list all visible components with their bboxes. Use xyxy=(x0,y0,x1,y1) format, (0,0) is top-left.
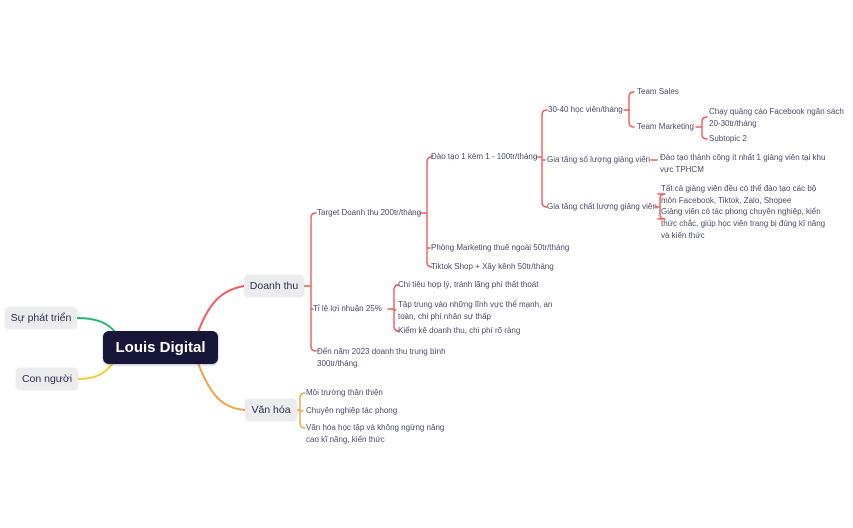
node-doanh-thu[interactable] xyxy=(244,275,304,297)
node-chi-tieu-hop-ly[interactable]: Chi tiêu hợp lý, tránh lãng phí thất thoát xyxy=(398,280,539,289)
node-den-nam-2023[interactable]: Đến năm 2023 doanh thu trung bình 300tr/tháng xyxy=(317,347,446,368)
node-dao-tao-1-kem-1[interactable]: Đào tạo 1 kèm 1 - 100tr/tháng xyxy=(431,152,538,161)
root-label: Louis Digital xyxy=(115,339,206,356)
node-label: Doanh thu xyxy=(249,280,299,292)
node-root[interactable] xyxy=(103,331,218,364)
node-dao-tao-thanh-cong[interactable]: Đào tạo thành công ít nhất 1 giảng viên tại khu vực TPHCM xyxy=(660,153,826,174)
node-van-hoa-hoc-tap[interactable]: Văn hóa học tập và không ngừng nâng cao kĩ năng, kiến thức xyxy=(306,423,445,444)
branch-van-hoa-wires xyxy=(297,393,305,428)
node-label: Sự phát triển xyxy=(10,312,72,324)
node-team-sales[interactable]: Team Sales xyxy=(637,87,679,96)
branch-van-hoa-curve xyxy=(196,358,245,410)
node-gia-tang-chat-luong[interactable]: Gia tăng chất lượng giảng viên xyxy=(547,202,657,211)
node-target-doanh-thu[interactable]: Target Doanh thu 200tr/tháng xyxy=(317,208,422,217)
node-su-phat-trien[interactable] xyxy=(5,307,77,329)
node-phong-marketing[interactable]: Phòng Marketing thuê ngoài 50tr/tháng xyxy=(431,243,570,252)
node-30-40-hoc-vien[interactable]: 30-40 học viên/tháng xyxy=(548,105,623,114)
node-giang-vien-tac-phong[interactable]: Giảng viên có tác phong chuyên nghiệp, kiến thức chắc, giúp học viên trang bị đúng kĩ năng và kiến thức xyxy=(661,207,826,240)
node-con-nguoi[interactable] xyxy=(16,368,78,390)
node-label: Con người xyxy=(21,373,73,385)
node-team-marketing[interactable]: Team Marketing xyxy=(637,122,694,131)
node-tiktok-shop[interactable]: Tiktok Shop + Xây kênh 50tr/tháng xyxy=(431,262,554,271)
node-chay-quang-cao[interactable]: Chạy quảng cáo Facebook ngân sách 20-30tr/tháng xyxy=(709,107,844,128)
node-ti-le-loi-nhuan[interactable]: Tỉ lệ lợi nhuận 25% xyxy=(313,304,382,313)
node-tat-ca-giang-vien[interactable]: Tất cả giảng viên đều có thể đào tạo các bộ môn Facebook, Tiktok, Zalo, Shopee xyxy=(661,184,817,205)
node-chuyen-nghiep[interactable]: Chuyên nghiệp tác phong xyxy=(306,406,398,415)
branch-con-nguoi xyxy=(78,362,114,379)
node-van-hoa[interactable] xyxy=(245,399,297,421)
node-gia-tang-so-luong[interactable]: Gia tăng số lượng giảng viên xyxy=(547,155,651,164)
node-subtopic-2[interactable]: Subtopic 2 xyxy=(709,134,747,143)
node-label: Văn hóa xyxy=(251,404,291,416)
node-tap-trung[interactable]: Tập trung vào những lĩnh vực thế mạnh, an toàn, chi phí nhân sự thấp xyxy=(398,300,553,321)
node-moi-truong[interactable]: Môi trường thân thiện xyxy=(306,388,383,397)
node-kiem-ke[interactable]: Kiểm kê doanh thu, chi phí rõ ràng xyxy=(398,326,521,335)
